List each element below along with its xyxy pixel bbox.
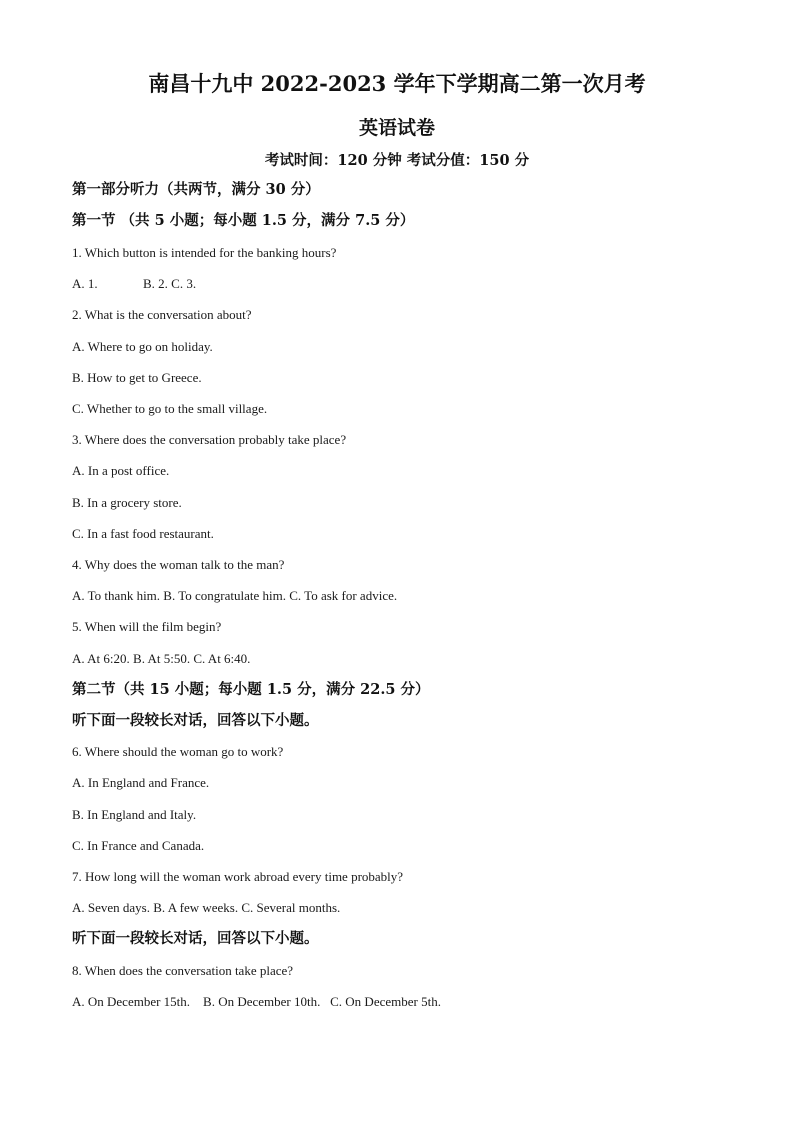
question-7-options: A. Seven days. B. A few weeks. C. Several months. — [72, 900, 341, 915]
section2-instruction: 听下面一段较长对话，回答以下小题。 — [72, 712, 319, 729]
question-1-stem: 1. Which button is intended for the banking hours? — [72, 245, 337, 260]
question-6-stem: 6. Where should the woman go to work? — [72, 744, 284, 759]
question-2-stem: 2. What is the conversation about? — [72, 307, 252, 322]
question-8-stem: 8. When does the conversation take place? — [72, 963, 294, 978]
section2-heading: 第二节（共 15 小题；每小题 1.5 分，满分 22.5 分） — [72, 681, 430, 698]
question-2-option-c: C. Whether to go to the small village. — [72, 401, 268, 416]
question-6-option-b: B. In England and Italy. — [72, 807, 197, 822]
question-1-option-bc: B. 2. C. 3. — [143, 276, 197, 291]
question-6-option-c: C. In France and Canada. — [72, 838, 205, 853]
question-4-stem: 4. Why does the woman talk to the man? — [72, 557, 285, 572]
question-4-options: A. To thank him. B. To congratulate him. C. To ask for advice. — [72, 588, 398, 603]
question-3-option-c: C. In a fast food restaurant. — [72, 526, 214, 541]
question-5-options: A. At 6:20. B. At 5:50. C. At 6:40. — [72, 651, 251, 666]
exam-title: 南昌十九中 2022-2023 学年下学期高二第一次月考 — [148, 71, 646, 96]
question-1-options — [72, 275, 196, 293]
question-3-option-b: B. In a grocery store. — [72, 495, 182, 510]
question-8-options: A. On December 15th. B. On December 10th. C. On December 5th. — [72, 994, 441, 1009]
question-2-option-a: A. Where to go on holiday. — [72, 339, 213, 354]
part1-heading: 第一部分听力（共两节，满分 30 分） — [72, 181, 320, 198]
question-2-option-b: B. How to get to Greece. — [72, 370, 202, 385]
section1-heading: 第一节 （共 5 小题；每小题 1.5 分，满分 7.5 分） — [72, 212, 415, 229]
question-7-stem: 7. How long will the woman work abroad every time probably? — [72, 869, 404, 884]
exam-time-and-score: 考试时间：120 分钟 考试分值：150 分 — [264, 152, 530, 169]
question-5-stem: 5. When will the film begin? — [72, 619, 222, 634]
question-3-option-a: A. In a post office. — [72, 463, 170, 478]
question-1-option-a: A. 1. — [72, 276, 98, 291]
question-6-option-a: A. In England and France. — [72, 775, 210, 790]
exam-subtitle: 英语试卷 — [358, 117, 435, 139]
section2-instruction-2: 听下面一段较长对话，回答以下小题。 — [72, 930, 319, 947]
question-3-stem: 3. Where does the conversation probably take place? — [72, 432, 347, 447]
